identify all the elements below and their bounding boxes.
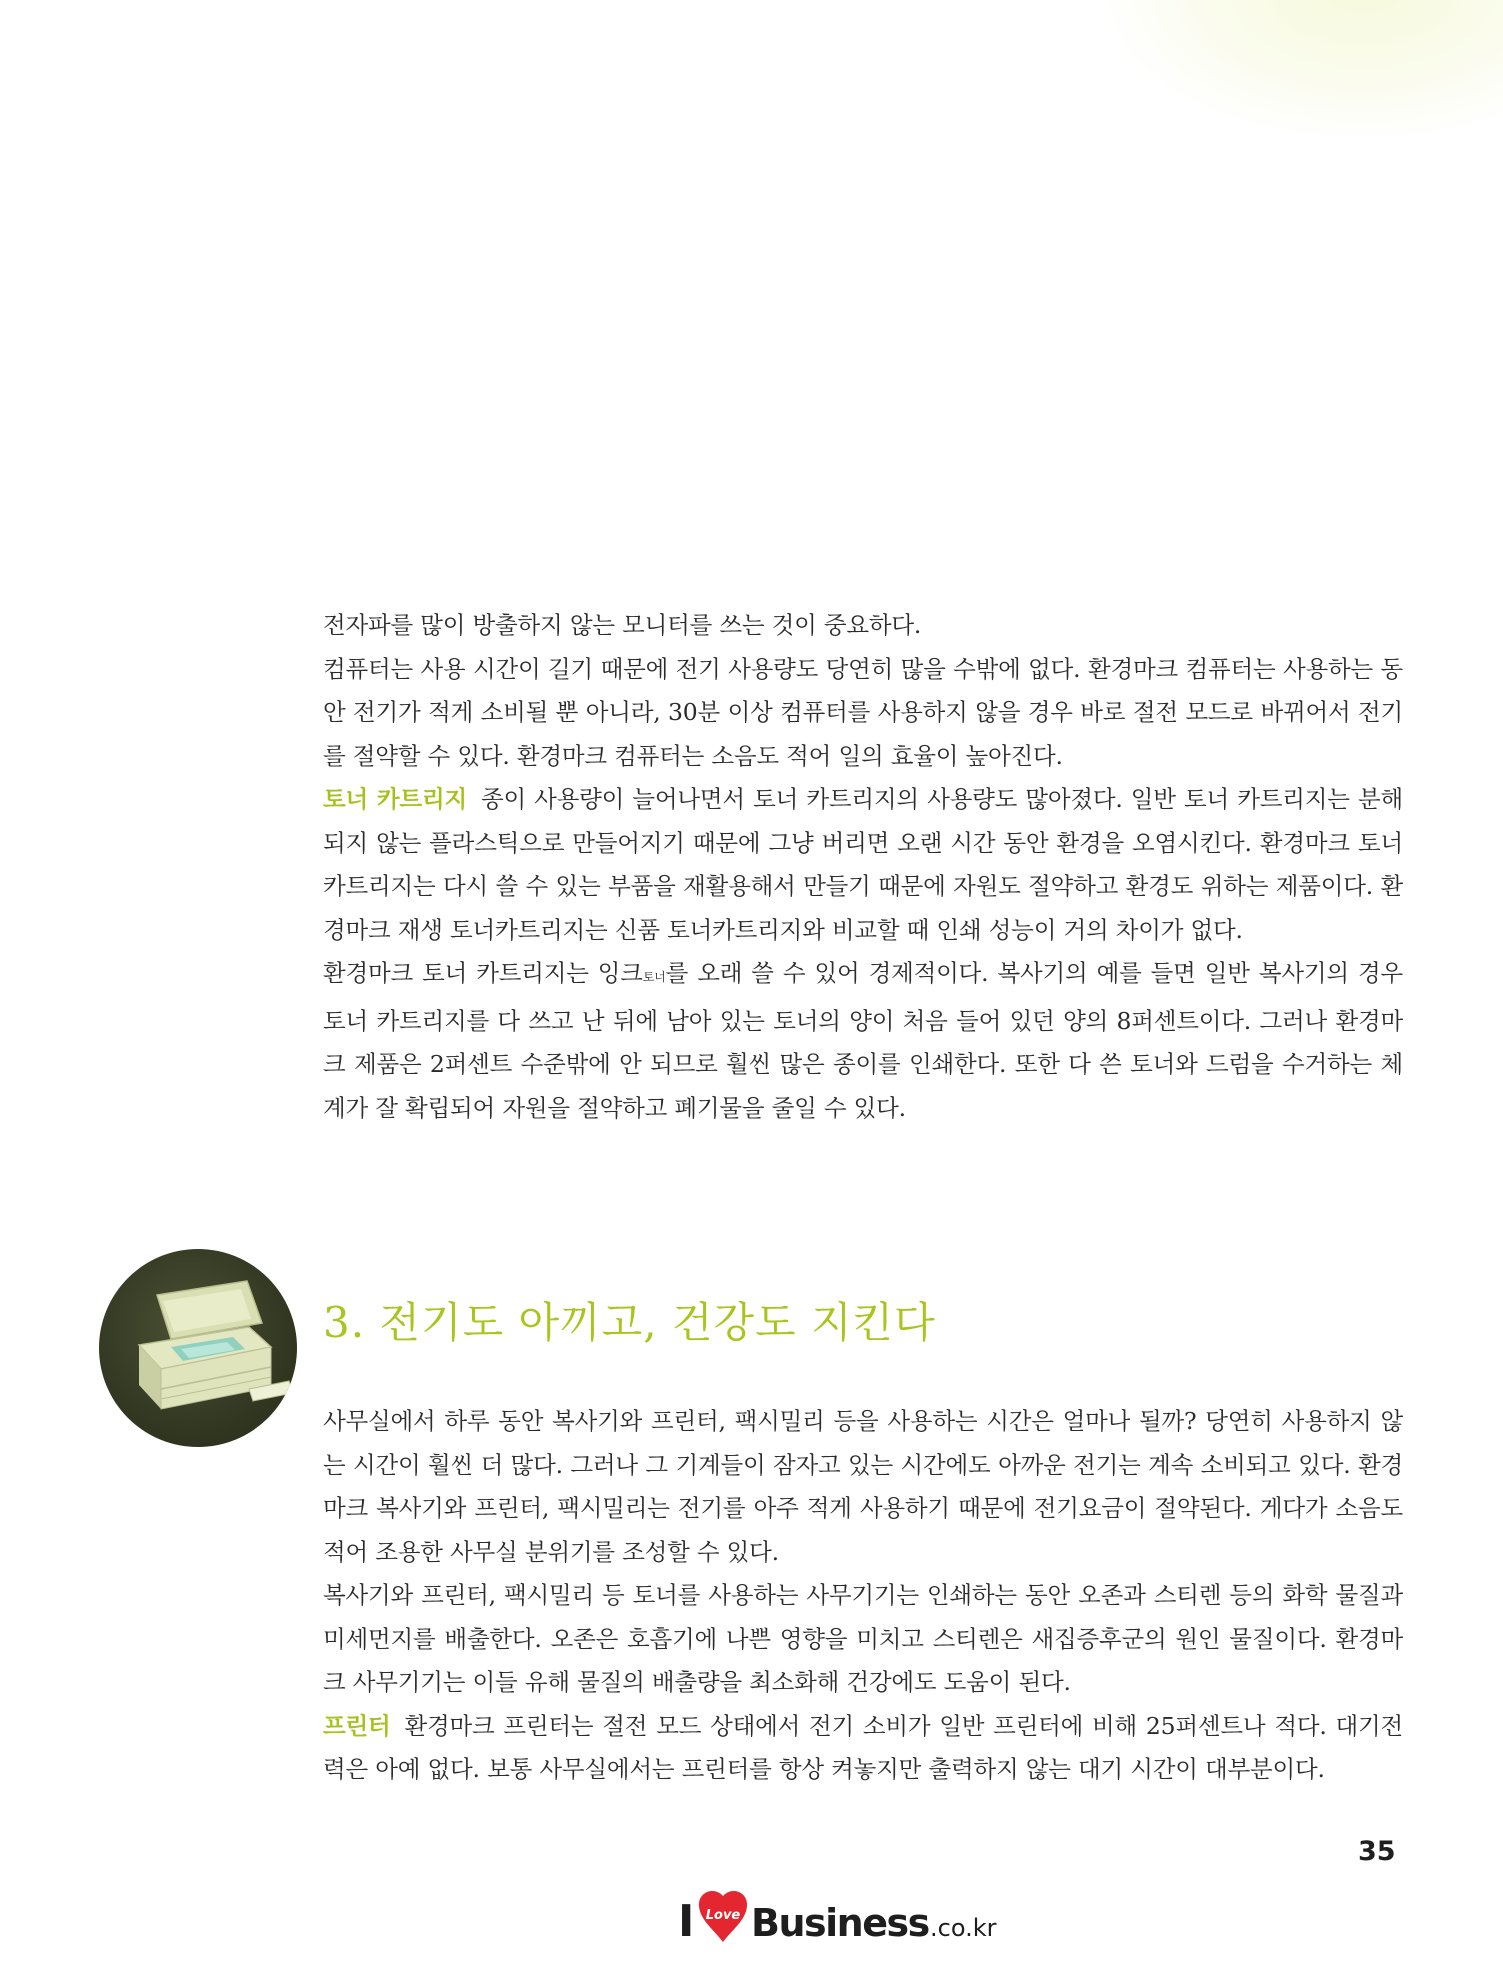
copier-illustration: [99, 1249, 297, 1447]
logo-domain: .co.kr: [930, 1914, 997, 1942]
logo-love: Love: [705, 1908, 741, 1923]
logo-i: I: [678, 1896, 695, 1947]
keyword-toner-cartridge: 토너 카트리지: [323, 785, 467, 813]
paragraph-printer-text: 환경마크 프린터는 절전 모드 상태에서 전기 소비가 일반 프린터에 비해 25퍼센트나 적다. 대기전력은 아예 없다. 보통 사무실에서는 프린터를 항상 켜놓지만 출력하지 않는 대기 시간이 대부분이다.: [323, 1711, 1403, 1783]
paragraph-toner-economy: [323, 952, 1403, 1130]
i-love-business-logo: [676, 1886, 1006, 1952]
paragraph-computer: 컴퓨터는 사용 시간이 길기 때문에 전기 사용량도 당연히 많을 수밖에 없다. 환경마크 컴퓨터는 사용하는 동안 전기가 적게 소비될 뿐 아니라, 30분 이상 컴퓨터를 사용하지 않을 경우 바로 절전 모드로 바뀌어서 전기를 절약할 수 있다. 환경마크 컴퓨터는 소음도 적어 일의 효율이 높아진다.: [323, 654, 1403, 770]
article-section-office-computers: [323, 604, 1403, 1130]
paragraph-monitor: 전자파를 많이 방출하지 않는 모니터를 쓰는 것이 중요하다.: [323, 611, 922, 639]
paragraph-printer: [323, 1705, 1403, 1792]
paragraph-toner-text: 종이 사용량이 늘어나면서 토너 카트리지의 사용량도 많아졌다. 일반 토너 카트리지는 분해되지 않는 플라스틱으로 만들어지기 때문에 그냥 버리면 오랜 시간 동안 환경을 오염시킨다. 환경마크 토너 카트리지는 다시 쓸 수 있는 부품을 재활용해서 만들기 때문에 자원도 절약하고 환경도 위하는 제품이다. 환경마크 재생 토너카트리지는 신품 토너카트리지와 비교할 때 인쇄 성능이 거의 차이가 없다.: [323, 785, 1403, 944]
paragraph-emissions: 복사기와 프린터, 팩시밀리 등 토너를 사용하는 사무기기는 인쇄하는 동안 오존과 스티렌 등의 화학 물질과 미세먼지를 배출한다. 오존은 호흡기에 나쁜 영향을 미치고 스티렌은 새집증후군의 원인 물질이다. 환경마크 사무기기는 이들 유해 물질의 배출량을 최소화해 건강에도 도움이 된다.: [323, 1581, 1403, 1696]
paragraph-toner-economy-b: 를 오래 쓸 수 있어 경제적이다. 복사기의 예를 들면 일반 복사기의 경우 토너 카트리지를 다 쓰고 난 뒤에 남아 있는 토너의 양이 처음 들어 있던 양의 8퍼센트이다. 그러나 환경마크 제품은 2퍼센트 수준밖에 안 되므로 훨씬 많은 종이를 인쇄한다. 또한 다 쓴 토너와 드럼을 수거하는 체계가 잘 확립되어 자원을 절약하고 폐기물을 줄일 수 있다.: [323, 959, 1403, 1122]
section-title: 3. 전기도 아끼고, 건강도 지킨다: [323, 1298, 936, 1347]
paragraph-toner-cartridge: [323, 778, 1403, 952]
article-section-office-equipment: [323, 1400, 1403, 1792]
keyword-printer: 프린터: [323, 1711, 391, 1740]
inline-note-toner: 토너: [642, 970, 666, 984]
page-number: 35: [1358, 1836, 1396, 1867]
corner-decoration: [1103, 0, 1503, 140]
logo-business: Business: [751, 1901, 929, 1945]
paragraph-standby-power: 사무실에서 하루 동안 복사기와 프린터, 팩시밀리 등을 사용하는 시간은 얼마나 될까? 당연히 사용하지 않는 시간이 훨씬 더 많다. 그러나 그 기계들이 잠자고 있는 시간에도 아까운 전기는 계속 소비되고 있다. 환경마크 복사기와 프린터, 팩시밀리는 전기를 아주 적게 사용하기 때문에 전기요금이 절약된다. 게다가 소음도 적어 조용한 사무실 분위기를 조성할 수 있다.: [323, 1407, 1403, 1566]
paragraph-toner-economy-a: 환경마크 토너 카트리지는 잉크: [323, 959, 643, 987]
